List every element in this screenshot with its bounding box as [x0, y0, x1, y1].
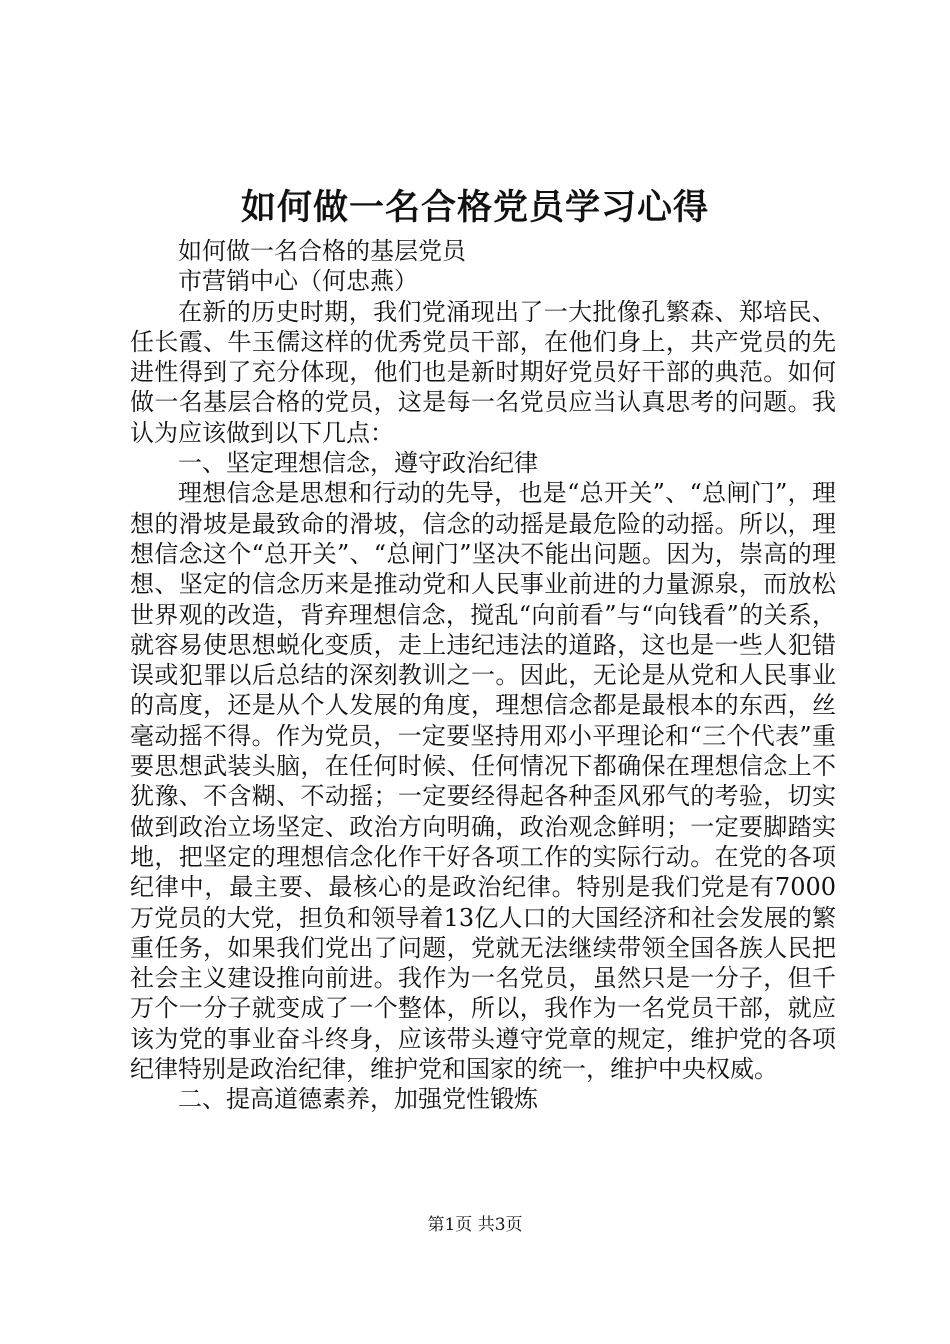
document-body — [130, 236, 836, 1115]
section-heading-2: 二、提高道德素养，加强党性锻炼 — [178, 1085, 538, 1114]
section-heading-1: 一、坚定理想信念，遵守政治纪律 — [178, 449, 538, 478]
page-footer: 第1页 共3页 — [427, 1215, 523, 1235]
document-subtitle: 如何做一名合格的基层党员 — [178, 237, 466, 265]
document-author: 市营销中心（何忠燕） — [178, 267, 418, 296]
document-title: 如何做一名合格党员学习心得 — [240, 187, 709, 228]
intro-paragraph: 在新的历史时期，我们党涌现出了一大批像孔繁森、郑培民、任长霞、牛玉儒这样的优秀党员干部，在他们身上，共产党员的先进性得到了充分体现，他们也是新时期好党员好干部的典范。如何做一名基层合格的党员，这是每一名党员应当认真思考的问题。我认为应该做到以下几点： — [130, 297, 836, 447]
section-1-paragraph: 理想信念是思想和行动的先导，也是“总开关”、“总闸门”，理想的滑坡是最致命的滑坡，信念的动摇是最危险的动摇。所以，理想信念这个“总开关”、“总闸门”坚决不能出问题。因为，崇高的理想、坚定的信念历来是推动党和人民事业前进的力量源泉，而放松世界观的改造，背弃理想信念，搅乱“向前看”与“向钱看”的关系，就容易使思想蜕化变质，走上违纪违法的道路，这也是一些人犯错误或犯罪以后总结的深刻教训之一。因此，无论是从党和人民事业的高度，还是从个人发展的角度，理想信念都是最根本的东西，丝毫动摇不得。作为党员，一定要坚持用邓小平理论和“三个代表”重要思想武装头脑，在任何时候、任何情况下都确保在理想信念上不犹豫、不含糊、不动摇；一定要经得起各种歪风邪气的考验，切实做到政治立场坚定、政治方向明确，政治观念鲜明；一定要脚踏实地，把坚定的理想信念化作干好各项工作的实际行动。在党的各项纪律中，最主要、最核心的是政治纪律。特别是我们党是有7000万党员的大党，担负和领导着13亿人口的大国经济和社会发展的繁重任务，如果我们党出了问题，党就无法继续带领全国各族人民把社会主义建设推向前进。我作为一名党员，虽然只是一分子，但千万个一分子就变成了一个整体，所以，我作为一名党员干部，就应该为党的事业奋斗终身，应该带头遵守党章的规定，维护党的各项纪律特别是政治纪律，维护党和国家的统一，维护中央权威。 — [130, 479, 836, 1084]
